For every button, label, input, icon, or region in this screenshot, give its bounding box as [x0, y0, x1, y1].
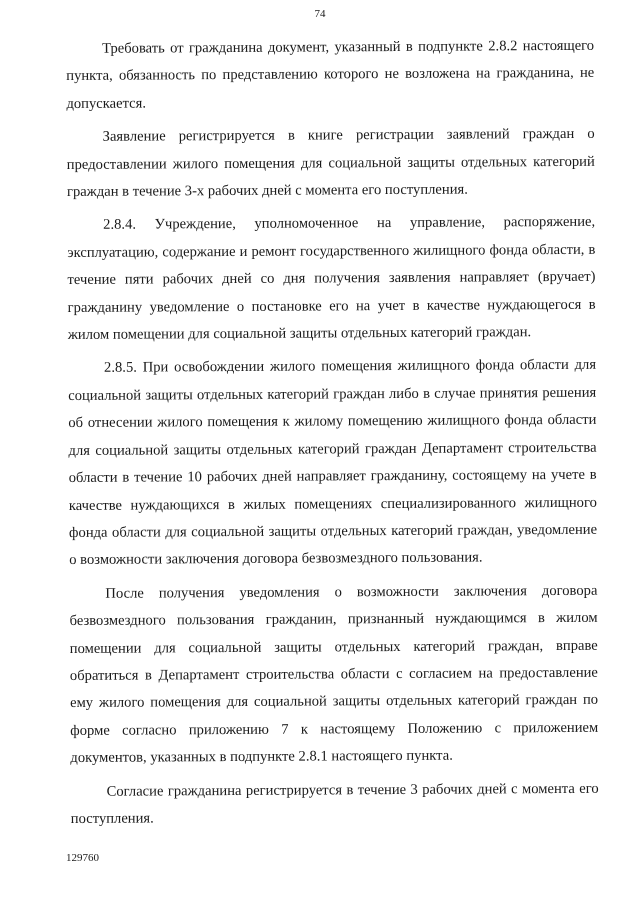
paragraph-2-8-5: 2.8.5. При освобождении жилого помещения жилищного фонда области для социальной защиты отдельных категорий граждан либо в случае принятия решения об отнесении жилого помещения к жилому помещению жилищного фонда области для социальной защиты отдельных категорий граждан Департамент строительства области в течение 10 рабочих дней направляет гражданину, состоящему на учете в качестве нуждающихся в жилых помещениях специализированного жилищного фонда области для социальной защиты отдельных категорий граждан, уведомление о возможности заключения договора безвозмездного пользования. — [68, 357, 598, 569]
document-code: 129760 — [66, 852, 99, 864]
paragraph-application-registration: Заявление регистрируется в книге регистрации заявлений граждан о предоставлении жилого помещения для социальной защиты отдельных категорий граждан в течение 3-х рабочих дней с момента его поступления. — [66, 125, 595, 201]
paragraph-2-8-4: 2.8.4. Учреждение, уполномоченное на управление, распоряжение, эксплуатацию, содержание и ремонт государственного жилищного фонда области, в течение пяти рабочих дней со дня получения заявления направляет (вручает) гражданину уведомление о постановке его на учет в качестве нуждающегося в жилом помещении для социальной защиты отдельных категорий граждан. — [67, 214, 596, 344]
paragraph-consent-application: После получения уведомления о возможности заключения договора безвозмездного пользования гражданин, признанный нуждающимся в жилом помещении для социальной защиты отдельных категорий граждан, вправе обратиться в Департамент строительства области с согласием на предоставление ему жилого помещения для социальной защиты отдельных категорий граждан по форме согласно приложению 7 к настоящему Положению с приложением документов, указанных в подпункте 2.8.1 настоящего пункта. — [69, 582, 599, 767]
document-body — [66, 33, 599, 834]
page-number: 74 — [314, 8, 326, 20]
paragraph-consent-registration: Согласие гражданина регистрируется в течение 3 рабочих дней с момента его поступления. — [70, 780, 599, 827]
paragraph-document-requirement: Требовать от гражданина документ, указанный в подпункте 2.8.2 настоящего пункта, обязанность по представлению которого не возложена на гражданина, не допускается. — [66, 37, 595, 112]
